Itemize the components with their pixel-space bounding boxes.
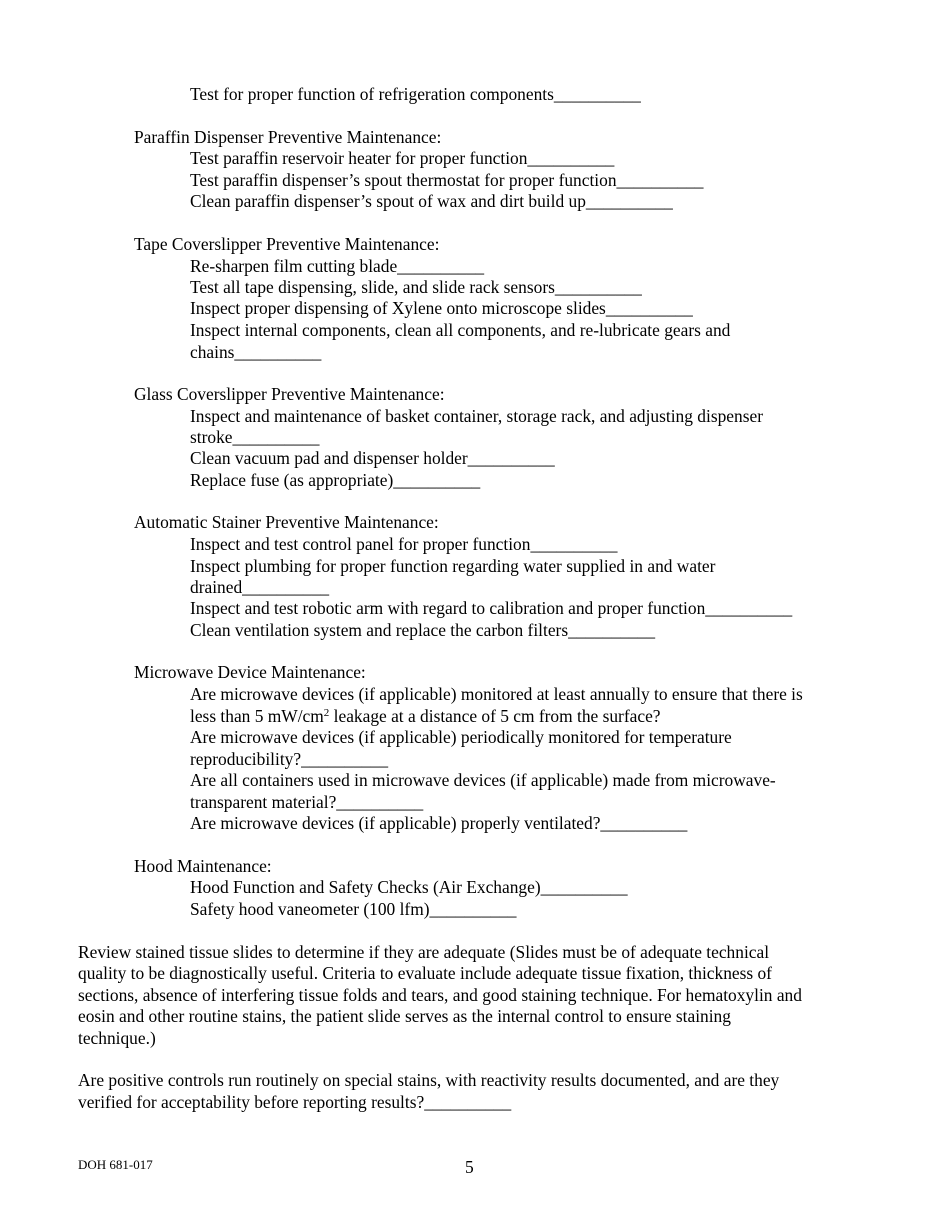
- tape-item-4-cont: chains__________: [190, 342, 322, 362]
- stainer-item-2-cont: drained__________: [190, 577, 330, 597]
- controls-paragraph-line-1: Are positive controls run routinely on special stains, with reactivity results documented, and are they: [78, 1070, 780, 1090]
- glass-item-1-cont: stroke__________: [190, 427, 320, 447]
- glass-item-3: Replace fuse (as appropriate)__________: [190, 470, 481, 490]
- microwave-item-1-cont: [190, 706, 661, 728]
- controls-paragraph-line-2: verified for acceptability before reporting results?__________: [78, 1092, 512, 1112]
- stainer-item-2: Inspect plumbing for proper function regarding water supplied in and water: [190, 556, 716, 576]
- hood-item-1: Hood Function and Safety Checks (Air Exchange)__________: [190, 877, 628, 897]
- tape-heading: Tape Coverslipper Preventive Maintenance:: [134, 234, 440, 254]
- paraffin-item-2: Test paraffin dispenser’s spout thermostat for proper function__________: [190, 170, 704, 190]
- superscript-two: 2: [323, 707, 330, 719]
- microwave-item-2: Are microwave devices (if applicable) periodically monitored for temperature: [190, 727, 732, 747]
- review-paragraph-line-2: quality to be diagnostically useful. Criteria to evaluate include adequate tissue fixation, thickness of: [78, 963, 772, 983]
- microwave-item-1: Are microwave devices (if applicable) monitored at least annually to ensure that there is: [190, 684, 803, 704]
- review-paragraph-line-3: sections, absence of interfering tissue folds and tears, and good staining technique. For hematoxylin and: [78, 985, 802, 1005]
- microwave-item-3-cont: transparent material?__________: [190, 792, 424, 812]
- glass-item-2: Clean vacuum pad and dispenser holder__________: [190, 448, 555, 468]
- tape-item-1: Re-sharpen film cutting blade__________: [190, 256, 485, 276]
- tape-item-4: Inspect internal components, clean all components, and re-lubricate gears and: [190, 320, 731, 340]
- paraffin-item-3: Clean paraffin dispenser’s spout of wax and dirt build up__________: [190, 191, 673, 211]
- paraffin-item-1: Test paraffin reservoir heater for proper function__________: [190, 148, 615, 168]
- glass-item-1: Inspect and maintenance of basket container, storage rack, and adjusting dispenser: [190, 406, 763, 426]
- footer-document-id: DOH 681-017: [78, 1157, 153, 1172]
- microwave-leakage-text-end: leakage at a distance of 5 cm from the surface?: [329, 706, 661, 726]
- stainer-item-1: Inspect and test control panel for proper function__________: [190, 534, 618, 554]
- microwave-item-2-cont: reproducibility?__________: [190, 749, 389, 769]
- stainer-item-3: Inspect and test robotic arm with regard to calibration and proper function__________: [190, 598, 793, 618]
- review-paragraph-line-4: eosin and other routine stains, the patient slide serves as the internal control to ensure staining: [78, 1006, 731, 1026]
- microwave-item-4: Are microwave devices (if applicable) properly ventilated?__________: [190, 813, 688, 833]
- hood-item-2: Safety hood vaneometer (100 lfm)__________: [190, 899, 517, 919]
- stainer-item-4: Clean ventilation system and replace the carbon filters__________: [190, 620, 656, 640]
- microwave-leakage-text: less than 5 mW/cm: [190, 706, 324, 726]
- microwave-heading: Microwave Device Maintenance:: [134, 662, 366, 682]
- tape-item-3: Inspect proper dispensing of Xylene onto microscope slides__________: [190, 298, 693, 318]
- hood-heading: Hood Maintenance:: [134, 856, 272, 876]
- stainer-heading: Automatic Stainer Preventive Maintenance:: [134, 512, 439, 532]
- glass-heading: Glass Coverslipper Preventive Maintenance:: [134, 384, 445, 404]
- microwave-item-3: Are all containers used in microwave devices (if applicable) made from microwave-: [190, 770, 776, 790]
- refrigeration-item: Test for proper function of refrigeration components__________: [190, 84, 641, 104]
- review-paragraph-line-5: technique.): [78, 1028, 156, 1048]
- review-paragraph-line-1: Review stained tissue slides to determine if they are adequate (Slides must be of adequate technical: [78, 942, 770, 962]
- paraffin-heading: Paraffin Dispenser Preventive Maintenance:: [134, 127, 442, 147]
- page-number: 5: [465, 1157, 474, 1177]
- tape-item-2: Test all tape dispensing, slide, and slide rack sensors__________: [190, 277, 642, 297]
